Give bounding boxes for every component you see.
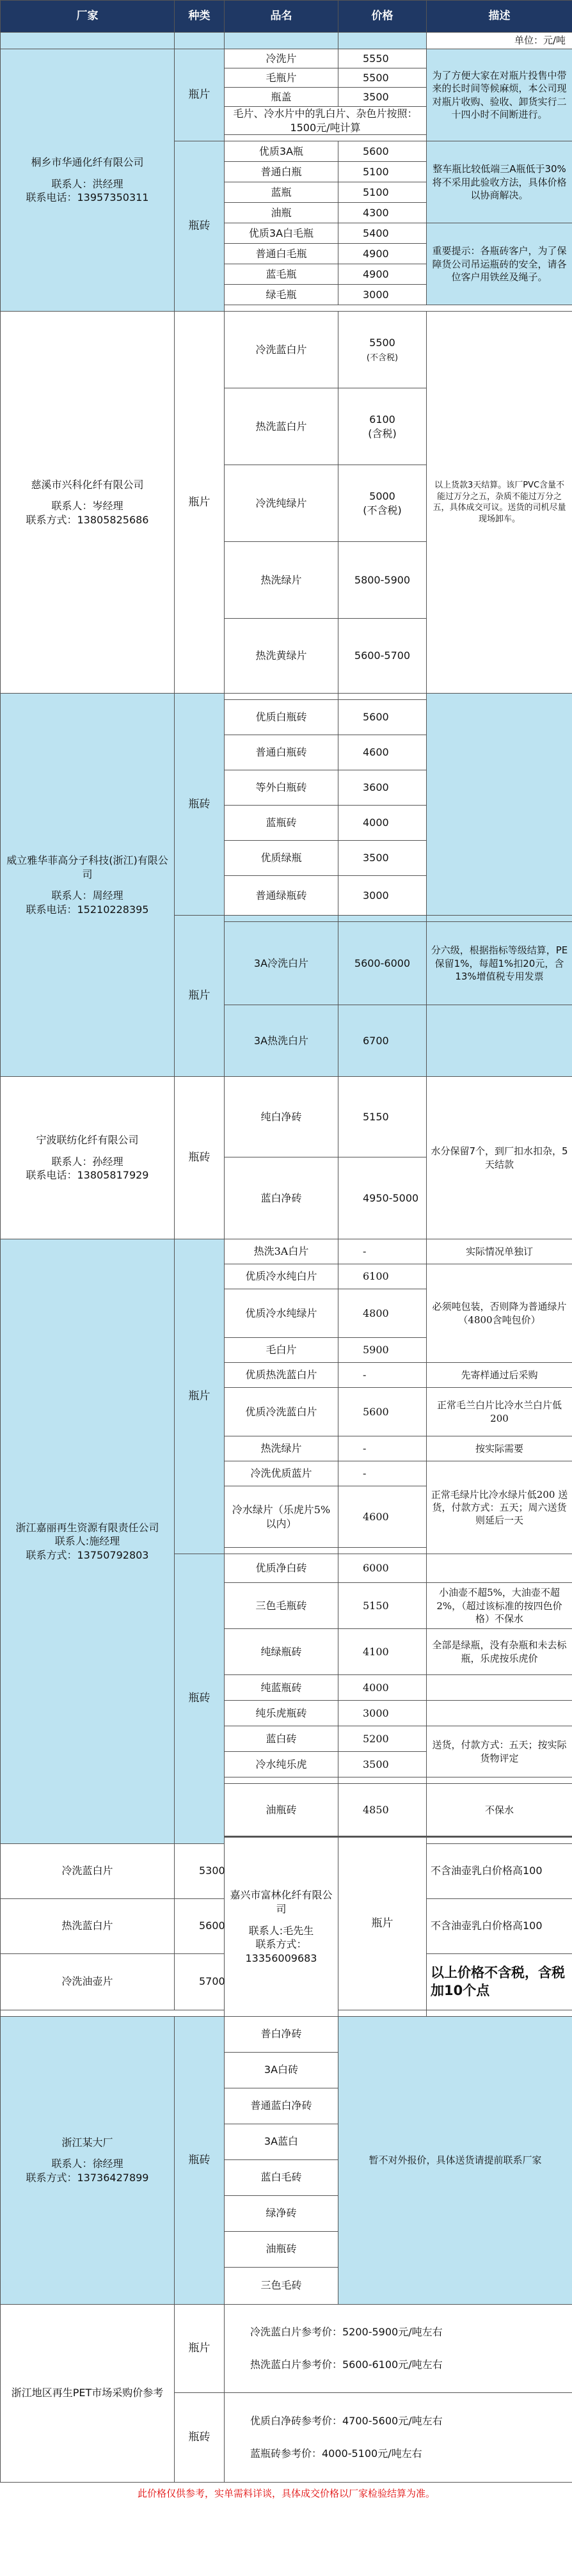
description: 整车瓶比较低端三A瓶低于30%将不采用此验收方法，具体价格以协商解决。	[427, 141, 572, 223]
description-empty	[427, 1675, 572, 1701]
item-price: 5600-6000	[338, 922, 427, 1005]
item-name: 蓝白砖	[225, 1726, 338, 1752]
contact-person: 联系人:施经理	[54, 1535, 120, 1548]
contact-person: 联系人：洪经理	[51, 177, 123, 190]
item-name: 热洗3A白片	[225, 1239, 338, 1264]
item-name: 瓶盖	[225, 88, 338, 107]
description: 必须吨包装，否则降为普通绿片（4800含吨包价）	[427, 1264, 572, 1363]
price-value: 5500	[369, 337, 395, 349]
item-name: 冷洗蓝白片	[225, 312, 338, 388]
reference-line: 热洗蓝白片参考价：5600-6100元/吨左右	[250, 2358, 443, 2371]
company-name: 慈溪市兴科化纤有限公司	[31, 478, 144, 491]
item-name: 优质3A白毛瓶	[225, 223, 338, 244]
unit-row-blank	[225, 33, 338, 49]
item-price: 4100	[338, 1629, 427, 1675]
type-cell	[175, 694, 225, 916]
description: 先寄样通过后采购	[427, 1363, 572, 1388]
item-price: 4600	[338, 735, 427, 770]
item-price	[338, 465, 427, 542]
description: 正常毛兰白片比冷水兰白片低200	[427, 1388, 572, 1436]
spacer-cell	[1, 2010, 427, 2016]
item-price: 5600	[338, 700, 427, 735]
item-name: 优质白瓶砖	[225, 700, 338, 735]
item-price: -	[338, 1436, 427, 1461]
price-note: (不含税)	[363, 504, 402, 516]
description: 按实际需要	[427, 1436, 572, 1461]
description-empty	[427, 1701, 572, 1726]
description-empty	[427, 694, 572, 916]
company-cell	[1, 1077, 175, 1239]
item-name: 绿净砖	[225, 2195, 338, 2231]
type-cell: 瓶砖	[175, 2016, 225, 2304]
contact-phone: 联系方式：13356009683	[245, 1938, 317, 1964]
reference-line: 优质白净砖参考价：4700-5600元/吨左右	[250, 2414, 443, 2427]
item-name: 优质3A瓶	[225, 141, 338, 162]
contact-person: 联系人:毛先生	[248, 1924, 314, 1937]
item-name: 热洗蓝白片	[225, 388, 338, 465]
company-name: 宁波联纺化纤有限公司	[36, 1134, 139, 1147]
unit-row	[1, 33, 572, 49]
unit-row-blank	[338, 33, 427, 49]
item-name: 毛白片	[225, 1338, 338, 1363]
item-price: 3500	[338, 841, 427, 876]
item-name: 普通白瓶砖	[225, 735, 338, 770]
item-name: 普白净砖	[225, 2016, 338, 2052]
company-cell	[1, 2016, 175, 2304]
item-name: 油瓶砖	[225, 1784, 338, 1836]
item-name: 热洗绿片	[225, 542, 338, 619]
contact-phone: 联系电话：15210228395	[26, 903, 149, 916]
company-cell: 浙江地区再生PET市场采购价参考	[1, 2304, 175, 2482]
price-value: 5000	[369, 490, 395, 503]
item-price: 5600	[175, 1898, 225, 1953]
spacer-cell	[427, 916, 572, 922]
contact-phone: 联系方式：13750792803	[26, 1548, 149, 1561]
item-price: 5100	[338, 182, 427, 203]
spacer-cell	[225, 135, 427, 141]
description: 送货，付款方式：五天；按实际货物评定	[427, 1726, 572, 1777]
type-cell: 瓶片	[175, 312, 225, 694]
table-row	[1, 2016, 572, 2052]
description: 小油壶不超5%，大油壶不超2%，（超过该标准的按四色价格）不保水	[427, 1583, 572, 1629]
spacer-cell	[225, 1777, 338, 1784]
contact-person: 联系人：岑经理	[51, 500, 123, 513]
item-price: 5600-5700	[338, 619, 427, 694]
item-price: 4800	[338, 1289, 427, 1338]
item-price: 4850	[338, 1784, 427, 1836]
item-name: 优质绿瓶	[225, 841, 338, 876]
item-price: 4950-5000	[338, 1157, 427, 1239]
item-name: 热洗绿片	[225, 1436, 338, 1461]
company-cell	[1, 694, 175, 1077]
type-cell: 瓶片	[175, 49, 225, 141]
spacer-cell	[427, 1837, 572, 1843]
description: 水分保留7个，到厂扣水扣杂，5天结款	[427, 1077, 572, 1239]
description-empty	[427, 1554, 572, 1583]
item-price: 3000	[338, 1701, 427, 1726]
reference-prices	[225, 2392, 572, 2482]
table-row	[1, 1239, 572, 1264]
type-label: 瓶砖	[188, 797, 211, 811]
item-price: 3600	[338, 770, 427, 806]
type-cell: 瓶砖	[175, 1077, 225, 1239]
contact-phone: 联系电话：13957350311	[26, 191, 149, 204]
type-cell: 瓶砖	[175, 141, 225, 312]
spacer-cell	[225, 916, 338, 922]
item-note: 毛片、冷水片中的乳白片、杂色片按照：1500元/吨计算	[225, 107, 427, 135]
description: 不含油壶乳白价格高100	[427, 1843, 572, 1898]
unit-row-blank	[175, 33, 225, 49]
item-name: 3A冷洗白片	[225, 922, 338, 1005]
reference-prices	[225, 2304, 572, 2392]
spacer-cell	[427, 1777, 572, 1784]
header-item: 品名	[225, 1, 338, 33]
item-price: 5100	[338, 162, 427, 182]
contact-person: 联系人：徐经理	[51, 2158, 123, 2170]
table-row-spacer	[1, 2010, 572, 2016]
item-name: 油瓶	[225, 203, 338, 223]
table-row	[1, 49, 572, 68]
item-name: 普通蓝白净砖	[225, 2088, 338, 2124]
reference-line: 冷洗蓝白片参考价：5200-5900元/吨左右	[250, 2325, 443, 2338]
item-name: 优质净白砖	[225, 1554, 338, 1583]
item-price: 4000	[338, 1675, 427, 1701]
item-name: 纯乐虎瓶砖	[225, 1701, 338, 1726]
footer-note: 此价格仅供参考，实单需料详谈，具体成交价格以厂家检验结算为准。	[137, 2488, 435, 2500]
item-name: 冷水绿片（乐虎片5%以内）	[225, 1486, 338, 1548]
item-price: 4600	[338, 1486, 427, 1548]
description: 以上货款3天结算。该厂PVC含量不能过万分之五，杂质不能过万分之五，具体成交可议。送货的司机尽量现场卸车。	[427, 312, 572, 694]
header-vendor: 厂家	[1, 1, 175, 33]
unit-row-blank	[1, 33, 175, 49]
item-price: 5400	[338, 223, 427, 244]
item-price: 3000	[338, 876, 427, 916]
item-name: 三色毛瓶砖	[225, 1583, 338, 1629]
type-cell: 瓶砖	[175, 2392, 225, 2482]
item-name: 冷洗油壶片	[1, 1953, 175, 2010]
table-row	[1, 1077, 572, 1157]
header-price: 价格	[338, 1, 427, 33]
company-cell	[225, 1837, 338, 2016]
contact-phone: 联系电话：13805817929	[26, 1169, 149, 1182]
item-price: 5150	[338, 1077, 427, 1157]
spacer-cell	[225, 1548, 338, 1554]
type-cell: 瓶片	[338, 1837, 427, 2010]
item-name: 油瓶砖	[225, 2231, 338, 2267]
item-price: 5800-5900	[338, 542, 427, 619]
item-name: 冷洗优质蓝片	[225, 1461, 338, 1486]
item-price: -	[338, 1239, 427, 1264]
price-note: (含税)	[368, 427, 397, 440]
item-price: 5900	[338, 1338, 427, 1363]
item-price: -	[338, 1461, 427, 1486]
item-price: 5600	[338, 1388, 427, 1436]
footer-row	[1, 2482, 572, 2505]
description: 分六级，根据指标等级结算，PE保留1%，每超1%扣20元，含13%增值税专用发票	[427, 922, 572, 1005]
item-name: 等外白瓶砖	[225, 770, 338, 806]
item-name: 纯蓝瓶砖	[225, 1675, 338, 1701]
item-price: 6100	[338, 1264, 427, 1289]
type-cell: 瓶砖	[175, 1554, 225, 1844]
description: 为了方便大家在对瓶片投售中带来的长时间等候麻烦，本公司现对瓶片收购、验收、卸货实行二十四小时不间断进行。	[427, 49, 572, 141]
item-price: 5600	[338, 141, 427, 162]
item-price: 5150	[338, 1583, 427, 1629]
item-price: 5700	[175, 1953, 225, 2010]
description: 不含油壶乳白价格高100	[427, 1898, 572, 1953]
description: 正常毛绿片比冷水绿片低200 送货，付款方式：五天；周六送货则延后一天	[427, 1461, 572, 1554]
item-price: 4000	[338, 806, 427, 841]
item-name: 3A热洗白片	[225, 1005, 338, 1077]
item-name: 冷水纯乐虎	[225, 1752, 338, 1777]
spacer-cell	[338, 1777, 427, 1784]
item-name: 三色毛砖	[225, 2267, 338, 2304]
item-price: 6000	[338, 1554, 427, 1583]
item-price: 5500	[338, 68, 427, 88]
item-price	[338, 312, 427, 388]
item-name: 蓝瓶砖	[225, 806, 338, 841]
type-cell: 瓶片	[175, 2304, 225, 2392]
description: 不保水	[427, 1784, 572, 1836]
description: 暂不对外报价，具体送货请提前联系厂家	[338, 2016, 572, 2304]
item-name: 3A白砖	[225, 2052, 338, 2088]
item-price: 3500	[338, 88, 427, 107]
item-name: 蓝瓶	[225, 182, 338, 203]
item-name: 蓝白毛砖	[225, 2159, 338, 2195]
item-name: 优质冷水纯白片	[225, 1264, 338, 1289]
company-cell	[1, 49, 175, 312]
item-name: 普通白瓶	[225, 162, 338, 182]
item-name: 优质冷水纯绿片	[225, 1289, 338, 1338]
item-price: 4300	[338, 203, 427, 223]
description-empty	[427, 1005, 572, 1077]
contact-person: 联系人：孙经理	[51, 1155, 123, 1168]
company-name: 桐乡市华通化纤有限公司	[31, 156, 144, 169]
item-price: 6700	[338, 1005, 427, 1077]
item-price	[338, 388, 427, 465]
table-header-row	[1, 1, 572, 33]
table-row	[1, 2304, 572, 2392]
item-name: 蓝白净砖	[225, 1157, 338, 1239]
header-type: 种类	[175, 1, 225, 33]
item-name: 冷洗蓝白片	[1, 1843, 175, 1898]
item-name: 普通绿瓶砖	[225, 876, 338, 916]
company-cell	[1, 312, 175, 694]
spacer-cell	[338, 694, 427, 700]
spacer-cell	[225, 694, 338, 700]
item-name: 冷洗纯绿片	[225, 465, 338, 542]
item-name: 绿毛瓶	[225, 285, 338, 305]
description: 实际情况单独订	[427, 1239, 572, 1264]
contact-phone: 联系方式：13736427899	[26, 2171, 149, 2184]
item-price: 5300	[175, 1843, 225, 1898]
spacer-cell	[225, 305, 572, 312]
company-name: 浙江某大厂	[61, 2136, 113, 2149]
type-cell: 瓶片	[175, 916, 225, 1077]
company-cell	[1, 1239, 175, 1844]
item-price: 4900	[338, 264, 427, 285]
item-price: 5200	[338, 1726, 427, 1752]
item-price: 3000	[338, 285, 427, 305]
item-price: 3500	[338, 1752, 427, 1777]
contact-person: 联系人：周经理	[51, 889, 123, 902]
reference-line: 蓝瓶砖参考价：4000-5100元/吨左右	[250, 2447, 422, 2460]
item-price: 5550	[338, 49, 427, 68]
contact-phone: 联系方式：13805825686	[26, 513, 149, 526]
price-note: (不含税)	[366, 353, 399, 363]
header-description: 描述	[427, 1, 572, 33]
item-name: 纯绿瓶砖	[225, 1629, 338, 1675]
description: 重要提示：各瓶砖客户，为了保障货公司吊运瓶砖的安全，请各位客户用铁丝及绳子。	[427, 223, 572, 305]
table-row	[1, 312, 572, 388]
spacer-cell	[338, 1548, 427, 1554]
spacer-cell	[338, 916, 427, 922]
item-name: 热洗黄绿片	[225, 619, 338, 694]
item-name: 冷洗片	[225, 49, 338, 68]
item-name: 热洗蓝白片	[1, 1898, 175, 1953]
table-row-spacer	[1, 694, 572, 700]
description: 全部是绿瓶，没有杂瓶和未去标瓶，乐虎按乐虎价	[427, 1629, 572, 1675]
price-value: 6100	[369, 413, 395, 426]
company-name: 浙江嘉丽再生资源有限责任公司	[15, 1521, 159, 1534]
item-name: 蓝毛瓶	[225, 264, 338, 285]
item-name: 优质热洗蓝白片	[225, 1363, 338, 1388]
company-name: 威立雅华菲高分子科技(浙江)有限公司	[6, 854, 168, 880]
item-name: 毛瓶片	[225, 68, 338, 88]
description: 以上价格不含税，含税加10个点	[427, 1953, 572, 2010]
item-name: 普通白毛瓶	[225, 244, 338, 264]
type-cell: 瓶片	[175, 1239, 225, 1554]
item-name: 3A蓝白	[225, 2124, 338, 2159]
item-name: 纯白净砖	[225, 1077, 338, 1157]
item-price: -	[338, 1363, 427, 1388]
item-name: 优质冷洗蓝白片	[225, 1388, 338, 1436]
company-name: 嘉兴市富林化纤有限公司	[230, 1889, 333, 1916]
unit-label: 单位：元/吨	[427, 33, 572, 49]
item-price: 4900	[338, 244, 427, 264]
